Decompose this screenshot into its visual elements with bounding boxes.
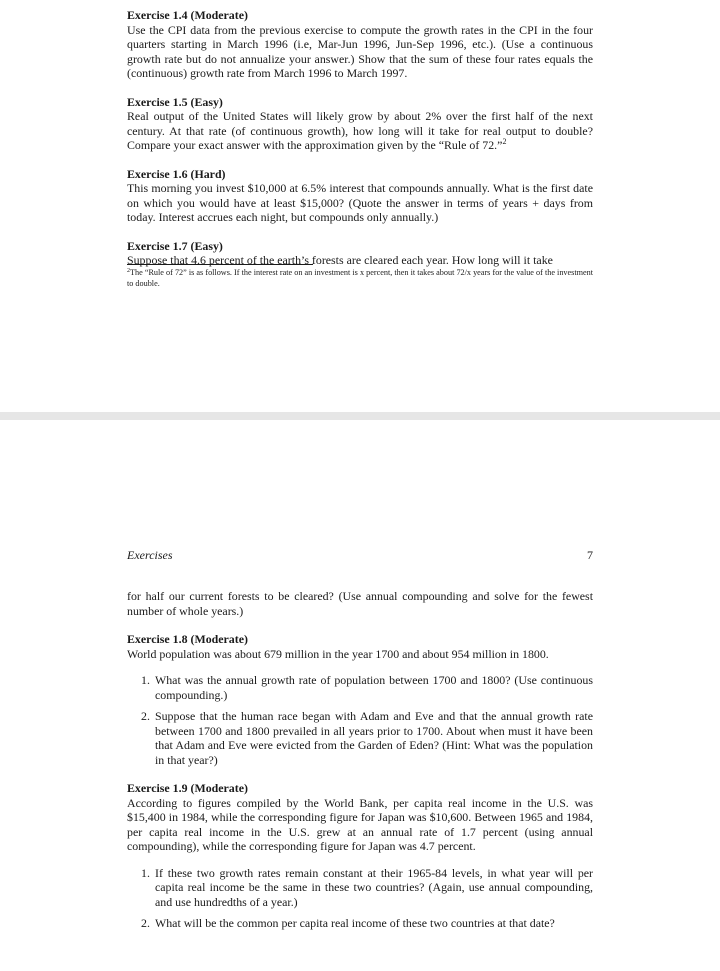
footnote-divider — [127, 264, 313, 265]
exercise-heading: Exercise 1.7 (Easy) — [127, 238, 223, 253]
item-number: 2. — [141, 916, 150, 930]
running-head — [127, 548, 593, 563]
item-number: 1. — [141, 673, 150, 687]
exercise-heading: Exercise 1.6 (Hard) — [127, 166, 226, 181]
page-separator — [0, 412, 720, 420]
list-item — [127, 709, 593, 767]
footnote-number: 2 — [127, 268, 130, 274]
footnote — [127, 267, 593, 289]
item-text: What will be the common per capita real income of these two countries at that date? — [155, 916, 555, 930]
exercise-body: Use the CPI data from the previous exercise to compute the growth rates in the CPI in the four quarters starting in March 1996 (i.e, Mar-Jun 1996, Jun-Sep 1996, etc.). (Use a continuous growth rate but do not annualize your answer.) Show that the sum of these four rates equals the (continuous) growth rate from March 1996 to March 1997. — [127, 22, 593, 80]
exercise-1-8 — [127, 632, 593, 767]
top-page-text — [127, 8, 593, 282]
list-item — [127, 866, 593, 910]
exercise-heading: Exercise 1.5 (Easy) — [127, 94, 223, 109]
item-number: 1. — [141, 865, 150, 880]
list-item — [127, 916, 593, 931]
page-number: 7 — [587, 548, 593, 562]
list-item — [127, 673, 593, 702]
exercise-body-text: Real output of the United States will likely grow by about 2% over the first half of the next century. At that rate (of continuous growth), how long will it take for real output to double? Compare your exact answer with the approximation given by the “Rule of 72.” — [127, 109, 593, 152]
footnote-marker[interactable]: 2 — [502, 137, 507, 146]
exercise-body: This morning you invest $10,000 at 6.5% interest that compounds annually. What is the first date on which you would have at least $15,000? (Quote the answer in terms of years + days from today. Interest accrues each night, but compounds only annually.) — [127, 181, 593, 224]
item-text: What was the annual growth rate of population between 1700 and 1800? (Use continuous compounding.) — [155, 673, 593, 702]
exercise-1-9 — [127, 781, 593, 931]
item-number: 2. — [141, 709, 150, 723]
exercise-body — [127, 109, 593, 153]
exercise-heading: Exercise 1.4 (Moderate) — [127, 8, 248, 22]
exercise-1-5 — [127, 95, 593, 153]
exercise-body: World population was about 679 million in the year 1700 and about 954 million in 1800. — [127, 646, 549, 661]
item-text: If these two growth rates remain constant at their 1965-84 levels, in what year will per capita real income be the same in these two countries? (Again, use annual compounding, and use hundredths of a year.) — [155, 865, 593, 909]
bottom-page-text — [127, 589, 593, 945]
exercise-heading: Exercise 1.9 (Moderate) — [127, 781, 248, 795]
top-page — [0, 0, 720, 412]
continuation-text: for half our current forests to be cleared? (Use annual compounding and solve for the fewest number of whole years.) — [127, 589, 593, 618]
footnote-text: The “Rule of 72” is as follows. If the interest rate on an investment is x percent, then it takes about 72/x years for the value of the investment to double. — [127, 268, 593, 288]
exercise-heading: Exercise 1.8 (Moderate) — [127, 632, 248, 646]
exercise-1-6 — [127, 167, 593, 225]
item-text: Suppose that the human race began with Adam and Eve and that the annual growth rate between 1700 and 1800 prevailed in all years prior to 1700. About when must it have been that Adam and Eve were evicted from the Garden of Eden? (Hint: What was the population in that year?) — [155, 709, 593, 767]
exercise-1-4 — [127, 8, 593, 81]
question-list — [127, 673, 593, 767]
running-head-title: Exercises — [127, 548, 173, 562]
question-list — [127, 866, 593, 931]
exercise-body: According to figures compiled by the World Bank, per capita real income in the U.S. was $15,400 in 1984, while the corresponding figure for Japan was $10,600. Between 1965 and 1984, per capita real income in the U.S. grew at an annual rate of 1.7 percent (using annual compounding), while the corresponding figure for Japan was 4.7 percent. — [127, 795, 593, 853]
exercise-body: Suppose that 4.6 percent of the earth’s forests are cleared each year. How long will it take — [127, 253, 553, 267]
